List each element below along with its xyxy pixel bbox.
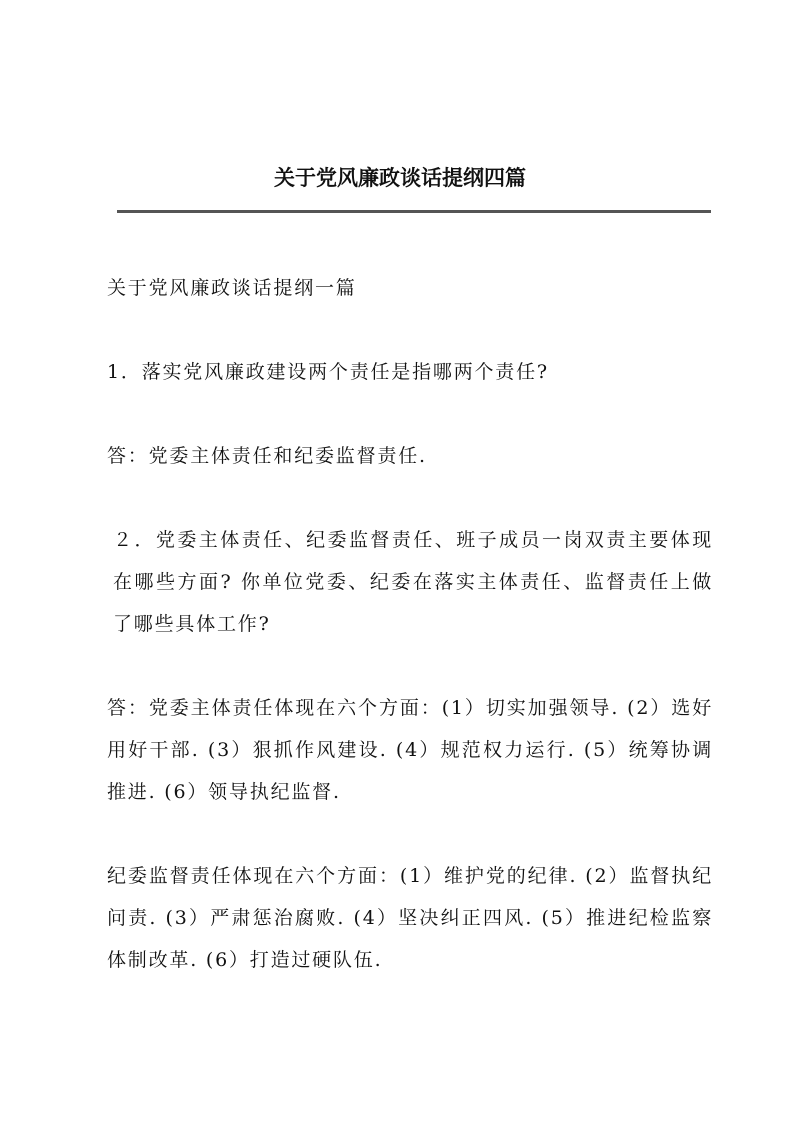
question-2: ２．党委主体责任、纪委监督责任、班子成员一岗双责主要体现在哪些方面? 你单位党委、纪委在落实主体责任、监督责任上做了哪些具体工作? [113,529,713,635]
question-1: 1．落实党风廉政建设两个责任是指哪两个责任? [107,361,549,383]
section-heading: 关于党风廉政谈话提纲一篇 [107,277,357,299]
answer-3: 纪委监督责任体现在六个方面：(1）维护党的纪律. (2）监督执纪问责. (3）严肃惩治腐败. (4）坚决纠正四风. (5）推进纪检监察体制改革. (6）打造过硬队伍. [107,865,713,971]
answer-1: 答：党委主体责任和纪委监督责任. [107,445,427,467]
answer-2: 答：党委主体责任体现在六个方面：(1）切实加强领导. (2）选好用好干部. (3）狠抓作风建设. (4）规范权力运行. (5）统筹协调推进. (6）领导执纪监督. [107,697,713,803]
page-title: 关于党风廉政谈话提纲四篇 [274,165,526,190]
title-divider [117,210,711,213]
